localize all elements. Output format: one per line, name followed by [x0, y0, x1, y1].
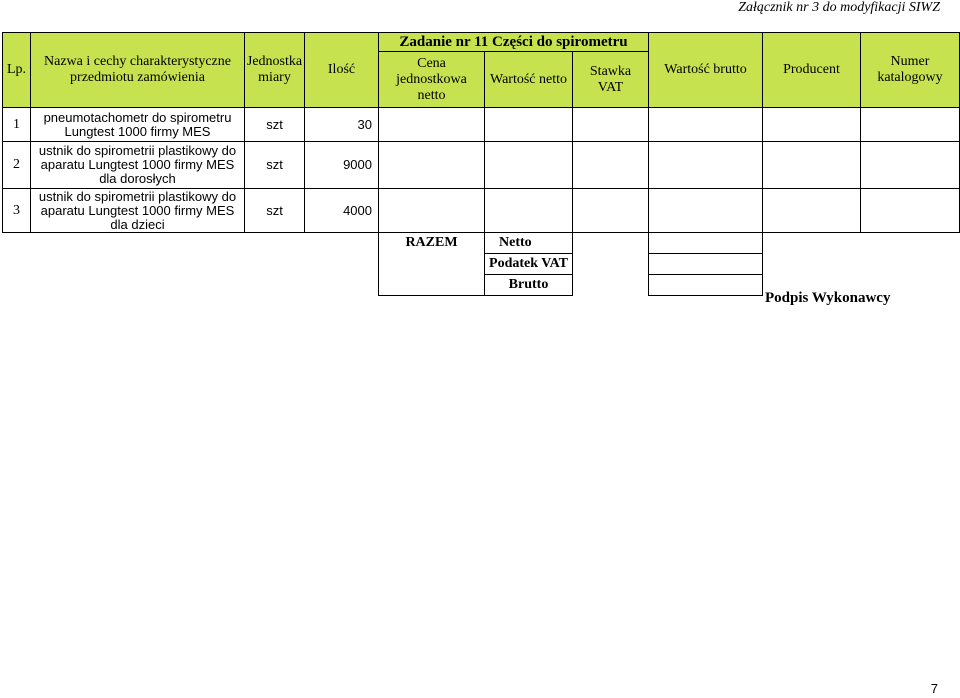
col-qty: Ilość — [305, 33, 379, 108]
table-row — [3, 108, 960, 142]
total-label: RAZEM — [379, 233, 485, 296]
row-lp: 1 — [3, 108, 31, 142]
offer-table — [2, 32, 960, 296]
row-unit-price[interactable] — [379, 108, 485, 142]
col-unit: Jednostka miary — [245, 33, 305, 108]
col-producer: Producent — [763, 33, 861, 108]
col-gross-value: Wartość brutto — [649, 33, 763, 108]
summary-row-netto — [3, 233, 960, 254]
row-producer[interactable] — [763, 189, 861, 233]
row-catalog-no[interactable] — [861, 189, 960, 233]
row-catalog-no[interactable] — [861, 142, 960, 189]
netto-label: Netto — [485, 233, 573, 254]
row-producer[interactable] — [763, 108, 861, 142]
col-unit-price: Cena jednostkowa netto — [379, 52, 485, 108]
table-row — [3, 189, 960, 233]
table-row — [3, 142, 960, 189]
col-net-value: Wartość netto — [485, 52, 573, 108]
col-name: Nazwa i cechy charakterystyczne przedmiotu zamówienia — [31, 33, 245, 108]
row-gross-value[interactable] — [649, 189, 763, 233]
brutto-total-value[interactable] — [649, 275, 763, 296]
netto-total-value[interactable] — [649, 233, 763, 254]
row-name: ustnik do spirometrii plastikowy do aparatu Lungtest 1000 firmy MES dla dzieci — [31, 189, 245, 233]
row-net-value[interactable] — [485, 108, 573, 142]
row-vat-rate[interactable] — [573, 142, 649, 189]
row-net-value[interactable] — [485, 142, 573, 189]
row-gross-value[interactable] — [649, 142, 763, 189]
contractor-signature-label: Podpis Wykonawcy — [765, 290, 891, 306]
page-number: 7 — [930, 681, 938, 696]
row-vat-rate[interactable] — [573, 108, 649, 142]
row-net-value[interactable] — [485, 189, 573, 233]
row-name: ustnik do spirometrii plastikowy do aparatu Lungtest 1000 firmy MES dla dorosłych — [31, 142, 245, 189]
row-unit: szt — [245, 189, 305, 233]
row-qty: 30 — [305, 108, 379, 142]
row-unit: szt — [245, 108, 305, 142]
vat-label: Podatek VAT — [485, 254, 573, 275]
col-lp: Lp. — [3, 33, 31, 108]
row-qty: 4000 — [305, 189, 379, 233]
row-producer[interactable] — [763, 142, 861, 189]
col-vat-rate: Stawka VAT — [573, 52, 649, 108]
row-catalog-no[interactable] — [861, 108, 960, 142]
row-lp: 3 — [3, 189, 31, 233]
brutto-label: Brutto — [485, 275, 573, 296]
row-gross-value[interactable] — [649, 108, 763, 142]
row-qty: 9000 — [305, 142, 379, 189]
title-row — [3, 33, 960, 52]
table-title: Zadanie nr 11 Części do spirometru — [379, 33, 649, 52]
attachment-note: Załącznik nr 3 do modyfikacji SIWZ — [738, 0, 940, 15]
row-unit: szt — [245, 142, 305, 189]
row-lp: 2 — [3, 142, 31, 189]
row-unit-price[interactable] — [379, 142, 485, 189]
row-unit-price[interactable] — [379, 189, 485, 233]
vat-total-value[interactable] — [649, 254, 763, 275]
col-catalog-no: Numer katalogowy — [861, 33, 960, 108]
row-vat-rate[interactable] — [573, 189, 649, 233]
row-name: pneumotachometr do spirometru Lungtest 1000 firmy MES — [31, 108, 245, 142]
